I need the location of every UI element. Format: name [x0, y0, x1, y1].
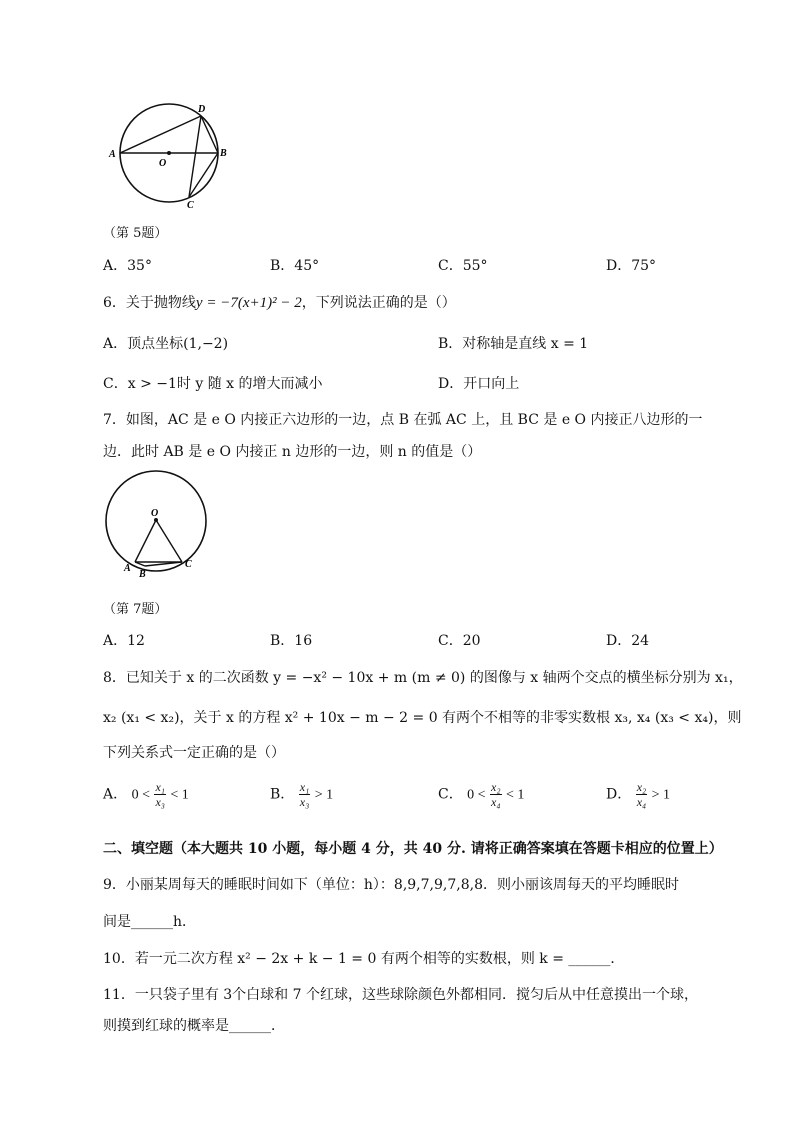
- option-text: 55°: [462, 258, 488, 274]
- q7-label-a: A: [124, 563, 131, 574]
- fraction-denominator: x₃: [155, 795, 165, 809]
- option-text: x > −1时 y 随 x 的增大而减小: [127, 376, 323, 392]
- q7-label-o: O: [151, 508, 159, 519]
- option-fraction: [299, 780, 311, 809]
- fraction-numerator: x₂: [636, 780, 647, 794]
- q5-chord-dc: [189, 116, 201, 197]
- option-letter: D．: [606, 633, 632, 649]
- q10-stem-line-1: 10．若一元二次方程 x² − 2x + k − 1 = 0 有两个相等的实数根，则 k = ______．: [103, 951, 625, 967]
- q7-option-d: [606, 630, 649, 650]
- q7-label-b: B: [139, 569, 146, 580]
- q7-option-a: [103, 630, 145, 650]
- option-letter: A．: [103, 786, 128, 803]
- option-fraction: [154, 780, 166, 809]
- option-letter: C．: [438, 786, 463, 803]
- q6-option-b: [438, 333, 588, 353]
- fraction-denominator: x₄: [636, 795, 647, 809]
- q8-stem-line-1: 8．已知关于 x 的二次函数 y = −x² − 10x + m (m ≠ 0) 的图像与 x 轴两个交点的横坐标分别为 x₁，: [103, 670, 743, 686]
- q6-stem: [103, 292, 456, 312]
- fraction-denominator: x₄: [491, 795, 501, 809]
- option-post: > 1: [651, 787, 671, 803]
- option-post: > 1: [314, 787, 334, 803]
- q5-option-a: [103, 255, 152, 275]
- q5-label-o: O: [159, 158, 167, 169]
- option-pre: 0 <: [131, 787, 150, 803]
- q8-option-c: [438, 780, 524, 809]
- option-letter: B．: [270, 633, 295, 649]
- q9-stem-line-2: 间是______h．: [103, 914, 197, 930]
- q8-option-d: [606, 780, 670, 809]
- q8-stem-line-2: x₂ (x₁ < x₂)，关于 x 的方程 x² + 10x − m − 2 = 0 有两个不相等的非零实数根 x₃, x₄ (x₃ < x₄)，则: [103, 710, 742, 726]
- option-text: 12: [127, 633, 145, 649]
- option-letter: A．: [103, 336, 128, 352]
- q5-label-d: D: [198, 104, 206, 115]
- q7-radius-oa: [135, 520, 156, 562]
- option-letter: D．: [606, 786, 632, 803]
- option-text: 24: [631, 633, 650, 649]
- q7-stem-line-2: 边．此时 AB 是 e O 内接正 n 边形的一边，则 n 的值是（）: [103, 444, 482, 460]
- q6-option-c: [103, 373, 323, 393]
- option-letter: D．: [606, 258, 632, 274]
- q6-option-a: [103, 333, 228, 353]
- q8-option-b: [270, 780, 333, 809]
- option-text: 开口向上: [463, 376, 520, 392]
- q6-prefix: 6．关于抛物线: [103, 295, 196, 311]
- option-fraction: [636, 780, 648, 809]
- q7-circle-figure: [100, 470, 215, 580]
- option-text: 35°: [127, 258, 152, 274]
- q5-label-a: A: [109, 149, 116, 160]
- q7-label-c: C: [185, 559, 192, 570]
- q7-option-b: [270, 630, 312, 650]
- option-post: < 1: [505, 787, 525, 803]
- option-text: 16: [294, 633, 313, 649]
- q5-label-c: C: [187, 200, 194, 210]
- option-text: 20: [462, 633, 481, 649]
- option-text: 45°: [294, 258, 320, 274]
- option-pre: 0 <: [467, 787, 486, 803]
- q5-option-d: [606, 255, 656, 275]
- option-letter: B．: [438, 336, 463, 352]
- q5-caption: （第 5题）: [103, 226, 168, 241]
- q6-option-d: [438, 373, 519, 393]
- option-letter: B．: [270, 786, 295, 803]
- q7-caption: （第 7题）: [103, 602, 168, 617]
- fraction-numerator: x₁: [155, 780, 165, 794]
- option-letter: D．: [438, 376, 464, 392]
- option-letter: A．: [103, 258, 128, 274]
- option-letter: C．: [103, 376, 128, 392]
- q6-suffix: ，下列说法正确的是（）: [301, 295, 456, 311]
- section-2-heading: 二、填空题（本大题共 10 小题，每小题 4 分，共 40 分. 请将正确答案填在答题卡相应的位置上）: [103, 841, 723, 857]
- q9-stem-line-1: 9．小丽某周每天的睡眠时间如下（单位：h）：8,9,7,9,7,8,8．则小丽该周每天的平均睡眠时: [103, 877, 679, 893]
- option-fraction: [490, 780, 502, 809]
- option-post: < 1: [170, 787, 189, 803]
- fraction-denominator: x₃: [299, 795, 310, 809]
- q5-option-c: [438, 255, 488, 275]
- option-text: 顶点坐标(1,−2): [127, 336, 229, 352]
- q5-option-b: [270, 255, 319, 275]
- option-letter: B．: [270, 258, 295, 274]
- q11-stem-line-2: 则摸到红球的概率是______．: [103, 1018, 285, 1034]
- q5-center-dot: [167, 151, 171, 155]
- option-text: 对称轴是直线 x = 1: [462, 336, 589, 352]
- q5-chord-db: [201, 116, 218, 153]
- q11-stem-line-1: 11．一只袋子里有 3个白球和 7 个红球，这些球除颜色外都相同．搅匀后从中任意摸出一个球，: [103, 987, 698, 1003]
- q6-formula: y = −7(x+1)² − 2: [195, 295, 302, 311]
- q8-stem-line-3: 下列关系式一定正确的是（）: [103, 745, 285, 761]
- q7-radius-oc: [156, 520, 182, 562]
- option-letter: C．: [438, 258, 463, 274]
- fraction-numerator: x₂: [491, 780, 501, 794]
- q7-option-c: [438, 630, 481, 650]
- q5-label-b: B: [220, 148, 227, 159]
- q5-circle-figure: [105, 100, 245, 210]
- option-letter: C．: [438, 633, 463, 649]
- q8-option-a: [103, 780, 189, 809]
- q7-stem-line-1: 7．如图，AC 是 e O 内接正六边形的一边，点 B 在弧 AC 上，且 BC 是 e O 内接正八边形的一: [103, 412, 703, 428]
- option-text: 75°: [631, 258, 657, 274]
- fraction-numerator: x₁: [299, 780, 310, 794]
- option-letter: A．: [103, 633, 128, 649]
